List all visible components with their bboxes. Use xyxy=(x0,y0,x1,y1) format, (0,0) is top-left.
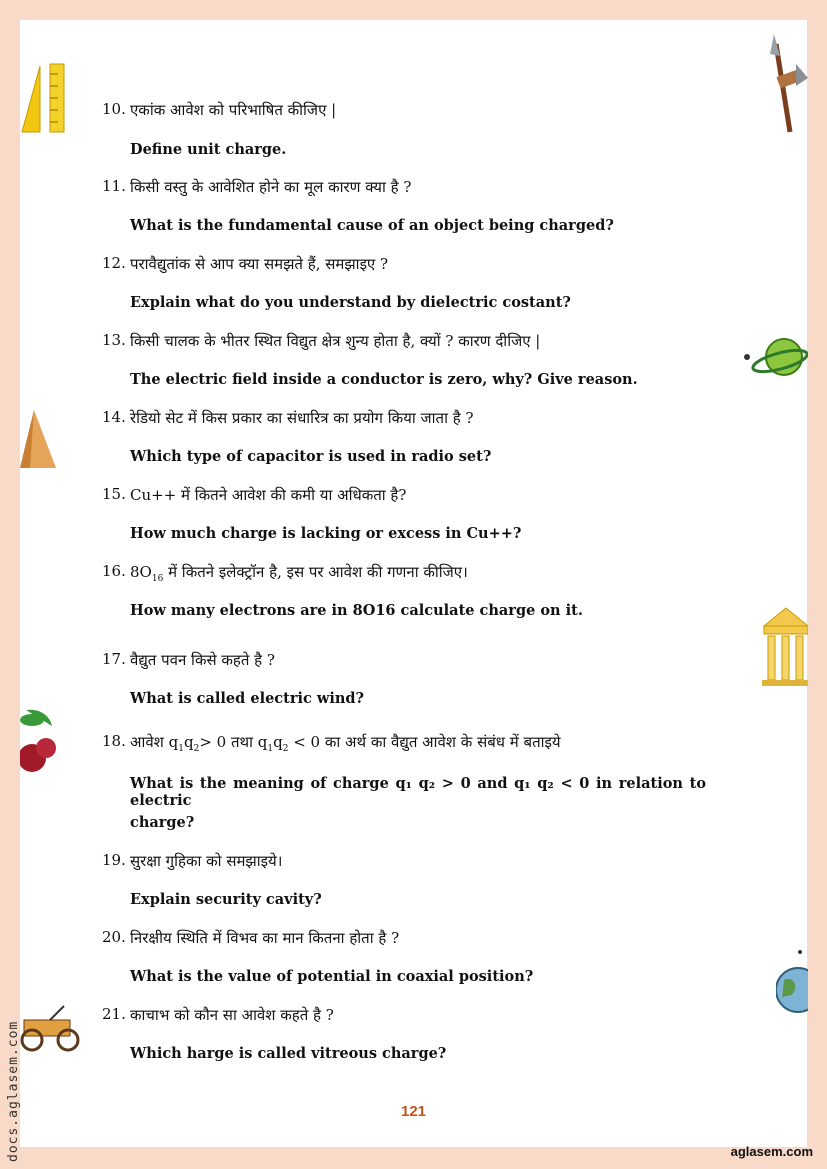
cherries-icon xyxy=(20,708,58,778)
question-number: 15. xyxy=(102,485,126,503)
planet-icon xyxy=(742,335,808,381)
question-english: What is the meaning of charge q₁ q₂ > 0 and q₁ q₂ < 0 in relation to electric xyxy=(130,775,706,809)
question-hindi: सुरक्षा गुहिका को समझाइये। xyxy=(130,852,283,870)
question-number: 17. xyxy=(102,650,126,668)
question-english: Explain what do you understand by dielectric costant? xyxy=(130,294,571,311)
question-hindi: निरक्षीय स्थिति में विभव का मान कितना होता है ? xyxy=(130,929,400,947)
question-hindi: रेडियो सेट में किस प्रकार का संधारित्र का प्रयोग किया जाता है ? xyxy=(130,409,474,427)
question-english: The electric field inside a conductor is zero, why? Give reason. xyxy=(130,371,638,388)
globe-icon xyxy=(776,950,808,1020)
question-english: Which type of capacitor is used in radio set? xyxy=(130,448,492,465)
question-hindi: वैद्युत पवन किसे कहते है ? xyxy=(130,651,275,669)
site-footer[interactable]: aglasem.com xyxy=(730,1144,813,1159)
side-watermark: docs.aglasem.com xyxy=(6,1020,21,1162)
question-hindi: किसी वस्तु के आवेशित होने का मूल कारण क्या है ? xyxy=(130,178,412,196)
question-hindi: $8O_{16}$ में कितने इलेक्ट्रॉन है, इस पर आवेश की गणना कीजिए। xyxy=(130,563,468,584)
question-number: 12. xyxy=(102,254,126,272)
question-english: Which harge is called vitreous charge? xyxy=(130,1045,447,1062)
question-number: 10. xyxy=(102,100,126,118)
question-number: 16. xyxy=(102,562,126,580)
question-hindi: काचाभ को कौन सा आवेश कहते है ? xyxy=(130,1006,334,1024)
old-car-icon xyxy=(20,1002,82,1054)
ruler-set-square-icon xyxy=(20,62,68,134)
question-english: Explain security cavity? xyxy=(130,891,322,908)
question-english: How much charge is lacking or excess in Cu++? xyxy=(130,525,522,542)
question-hindi: परावैद्युतांक से आप क्या समझते हैं, समझाइए ? xyxy=(130,255,389,273)
question-number: 20. xyxy=(102,928,126,946)
question-hindi: आवेश $q_1q_2> 0$ तथा $q_1q_2 < 0$ का अर्थ का वैद्युत आवेश के संबंध में बताइये xyxy=(130,733,561,754)
pyramid-icon xyxy=(20,410,58,470)
question-hindi: Cu++ में कितने आवेश की कमी या अधिकता है? xyxy=(130,486,407,504)
question-number: 19. xyxy=(102,851,126,869)
question-number: 14. xyxy=(102,408,126,426)
question-number: 11. xyxy=(102,177,126,195)
question-hindi: किसी चालक के भीतर स्थित विद्युत क्षेत्र शुन्य होता है, क्यों ? कारण दीजिए | xyxy=(130,332,541,350)
question-english: What is called electric wind? xyxy=(130,690,365,707)
spear-axe-icon xyxy=(766,34,808,134)
question-english: How many electrons are in 8O16 calculate charge on it. xyxy=(130,602,583,619)
question-english: What is the fundamental cause of an object being charged? xyxy=(130,217,614,234)
question-number: 13. xyxy=(102,331,126,349)
temple-icon xyxy=(760,606,808,686)
question-hindi: एकांक आवेश को परिभाषित कीजिए | xyxy=(130,101,337,119)
question-english: What is the value of potential in coaxial position? xyxy=(130,968,534,985)
page-number: 121 xyxy=(400,1103,427,1120)
question-number: 18. xyxy=(102,732,126,750)
question-english-continued: charge? xyxy=(130,814,195,831)
question-number: 21. xyxy=(102,1005,126,1023)
question-english: Define unit charge. xyxy=(130,141,287,158)
